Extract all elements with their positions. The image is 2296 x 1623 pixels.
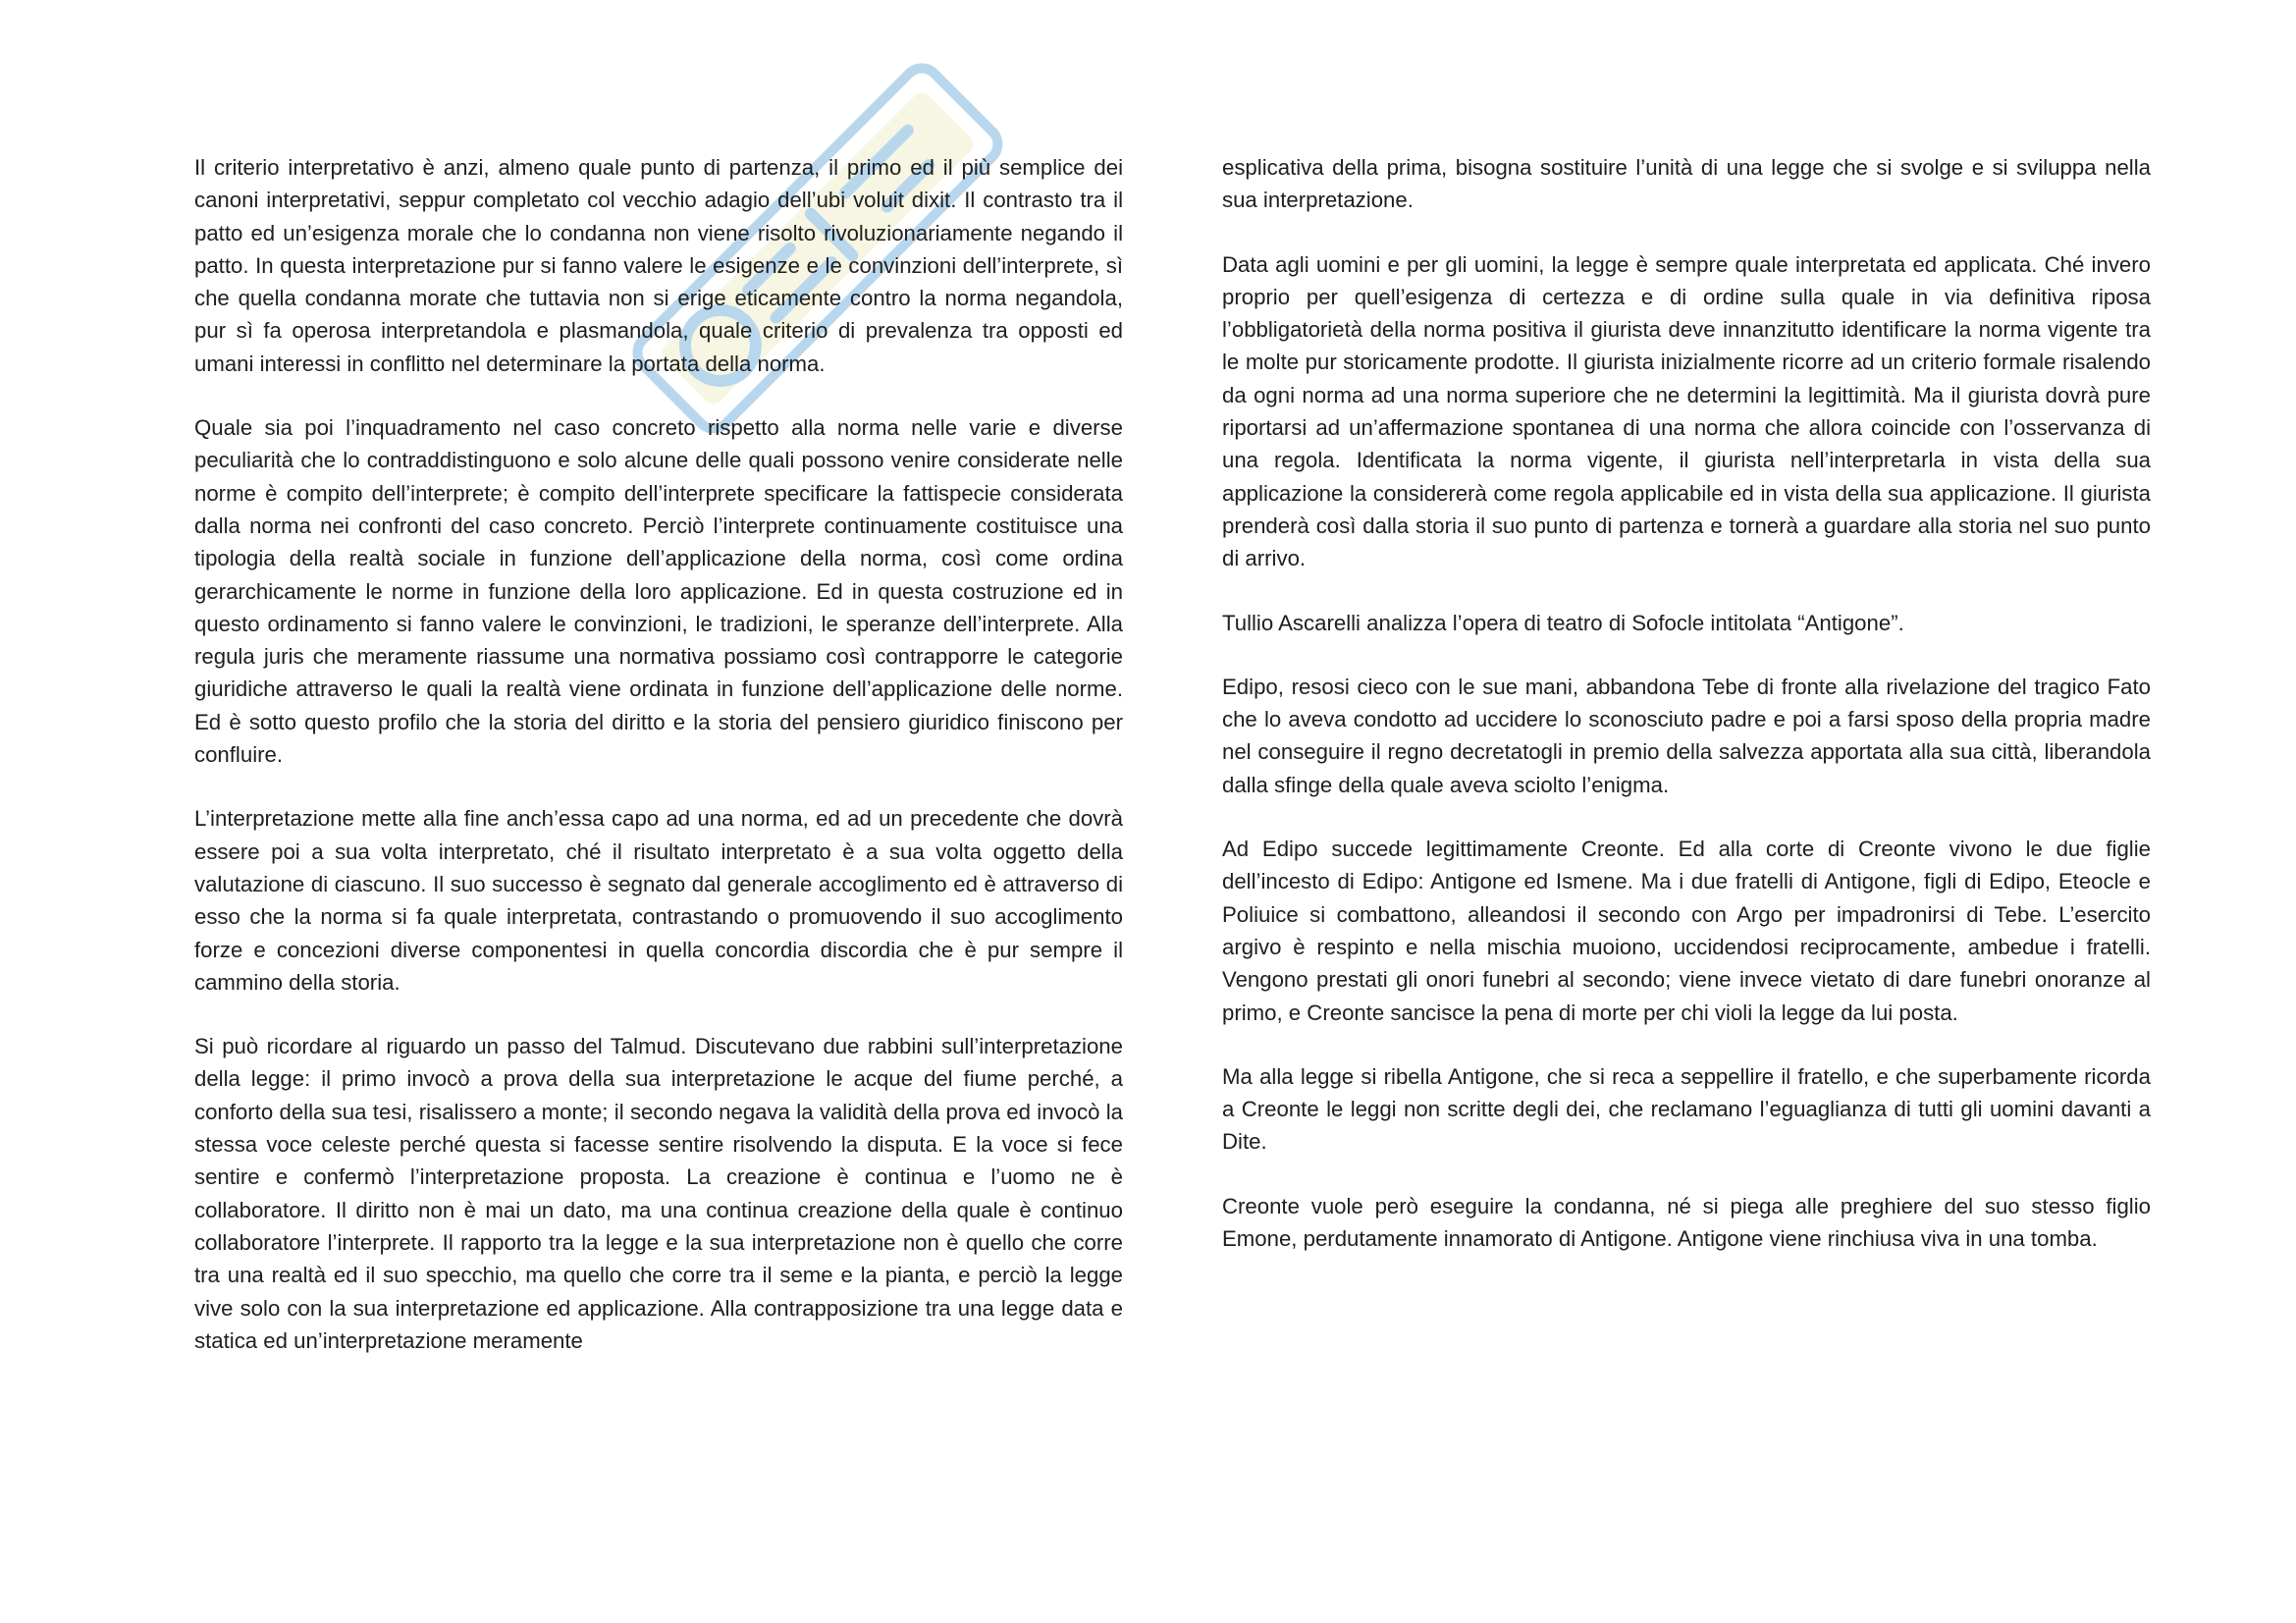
paragraph: Ad Edipo succede legittimamente Creonte. Ed alla corte di Creonte vivono le due figlie dell’incesto di Edipo: Antigone ed Ismene. Ma i due fratelli di Antigone, figli di Edipo, Eteocle e Poliuice si combattono, alleandosi il secondo con Argo per impadronirsi di Tebe. L’esercito argivo è respinto e nella mischia muoiono, uccidendosi reciprocamente, ambedue i fratelli. Vengono prestati gli onori funebri al secondo; viene invece vietato di dare funebri onoranze al primo, e Creonte sancisce la pena di morte per chi violi la legge da lui posta.	[1222, 837, 2151, 1025]
left-column	[194, 151, 1123, 1388]
paragraph: Si può ricordare al riguardo un passo del Talmud. Discutevano due rabbini sull’interpretazione della legge: il primo invocò a prova della sua interpretazione le acque del fiume perché, a conforto della sua tesi, risalissero a monte; il secondo negava la validità della prova ed invocò la stessa voce celeste perché questa si facesse sentire risolvendo la disputa. E la voce si fece sentire e confermò l’interpretazione proposta. La creazione è continua e l’uomo ne è collaboratore. Il diritto non è mai un dato, ma una continua creazione della quale è continuo collaboratore l’interprete. Il rapporto tra la legge e la sua interpretazione non è quello che corre tra una realtà ed il suo specchio, ma quello che corre tra il seme e la pianta, e perciò la legge vive solo con la sua interpretazione ed applicazione. Alla contrapposizione tra una legge data e statica ed un’interpretazione meramente	[194, 1034, 1123, 1353]
paragraph: L’interpretazione mette alla fine anch’essa capo ad una norma, ed ad un precedente che dovrà essere poi a sua volta interpretato, ché il risultato interpretato è a sua volta oggetto della valutazione di ciascuno. Il suo successo è segnato dal generale accoglimento ed è attraverso di esso che la norma si fa quale interpretata, contrastando o promuovendo il suo accoglimento forze e concezioni diverse componentesi in quella concordia discordia che è pur sempre il cammino della storia.	[194, 806, 1123, 995]
paragraph: Quale sia poi l’inquadramento nel caso concreto rispetto alla norma nelle varie e diverse peculiarità che lo contraddistinguono e solo alcune delle quali possono venire considerate nelle norme è compito dell’interprete; è compito dell’interprete specificare la fattispecie considerata dalla norma nei confronti del caso concreto. Perciò l’interprete continuamente costituisce una tipologia della realtà sociale in funzione dell’applicazione della norma, così come ordina gerarchicamente le norme in funzione della loro applicazione. Ed in questa costruzione ed in questo ordinamento si fanno valere le convinzioni, le tradizioni, le speranze dell’interprete. Alla regula juris che meramente riassume una normativa possiamo così contrapporre le categorie giuridiche attraverso le quali la realtà viene ordinata in funzione dell’applicazione delle norme. Ed è sotto questo profilo che la storia del diritto e la storia del pensiero giuridico finiscono per confluire.	[194, 415, 1123, 768]
right-column	[1222, 151, 2151, 1286]
paragraph: Data agli uomini e per gli uomini, la legge è sempre quale interpretata ed applicata. Ché invero proprio per quell’esigenza di certezza e di ordine sulla quale in via definitiva riposa l’obbligatorietà della norma positiva il giurista deve innanzitutto identificare la norma vigente tra le molte pur storicamente prodotte. Il giurista inizialmente ricorre ad un criterio formale risalendo da ogni norma ad una norma superiore che ne determini la legittimità. Ma il giurista dovrà pure riportarsi ad un’affermazione spontanea di una norma che allora coincide con l’osservanza di una regola. Identificata la norma vigente, il giurista nell’interpretarla in vista della sua applicazione la considererà come regola applicabile ed in vista della sua applicazione. Il giurista prenderà così dalla storia il suo punto di partenza e tornerà a guardare alla storia nel suo punto di arrivo.	[1222, 251, 2151, 571]
paragraph: Edipo, resosi cieco con le sue mani, abbandona Tebe di fronte alla rivelazione del tragico Fato che lo aveva condotto ad uccidere lo sconosciuto padre e poi a farsi sposo della propria madre nel conseguire il regno decretatogli in premio della salvezza apportata alla sua città, liberandola dalla sfinge della quale aveva sciolto l’enigma.	[1222, 674, 2151, 797]
paragraph: Il criterio interpretativo è anzi, almeno quale punto di partenza, il primo ed il più semplice dei canoni interpretativi, seppur completato col vecchio adagio dell’ubi voluit dixit. Il contrasto tra il patto ed un’esigenza morale che lo condanna non viene risolto rivoluzionariamente negando il patto. In questa interpretazione pur si fanno valere le esigenze e le convinzioni dell’interprete, sì che quella condanna morate che tuttavia non si erige eticamente contro la norma negandola, pur sì fa operosa interpretandola e plasmandola, quale criterio di prevalenza tra opposti ed umani interessi in conflitto nel determinare la portata della norma.	[194, 155, 1123, 376]
paragraph: Creonte vuole però eseguire la condanna, né si piega alle preghiere del suo stesso figlio Emone, perdutamente innamorato di Antigone. Antigone viene rinchiusa viva in una tomba.	[1222, 1193, 2151, 1252]
paragraph: esplicativa della prima, bisogna sostituire l’unità di una legge che si svolge e si sviluppa nella sua interpretazione.	[1222, 155, 2151, 213]
paragraph: Tullio Ascarelli analizza l’opera di teatro di Sofocle intitolata “Antigone”.	[1222, 610, 1904, 635]
paragraph: Ma alla legge si ribella Antigone, che si reca a seppellire il fratello, e che superbamente ricorda a Creonte le leggi non scritte degli dei, che reclamano l’eguaglianza di tutti gli uomini davanti a Dite.	[1222, 1063, 2151, 1155]
